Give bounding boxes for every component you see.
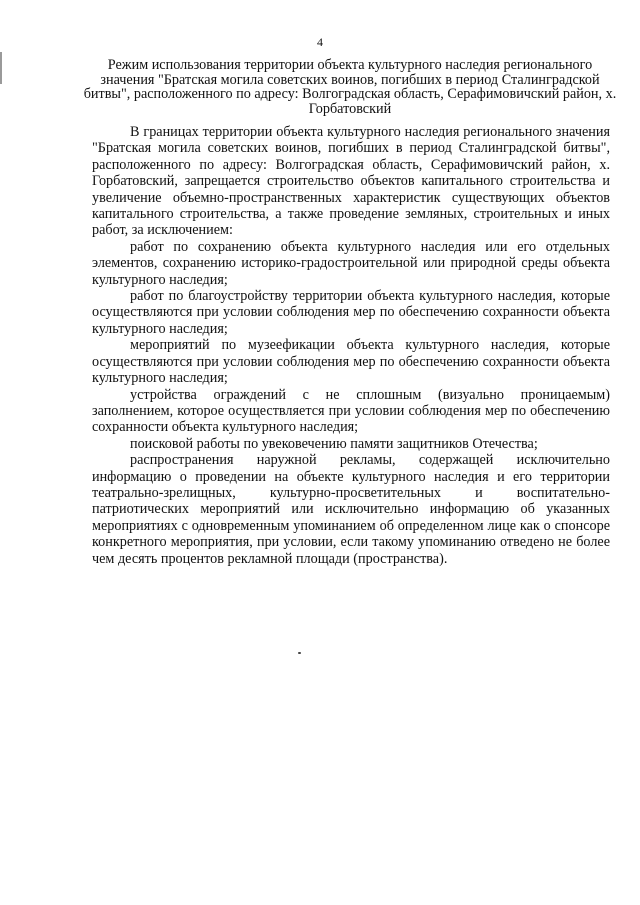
scan-margin-mark <box>0 52 2 84</box>
paragraph-search-work: поисковой работы по увековечению памяти защитников Отечества; <box>130 435 538 452</box>
paragraph-preservation-works: работ по сохранению объекта культурного наследия или его отдельных элементов, сохранению историко-градостроительной или природной среды объекта культурного наследия; <box>92 238 610 288</box>
document-body <box>92 124 610 567</box>
paragraph-outdoor-advertising: распространения наружной рекламы, содержащей исключительно информацию о проведении на объекте культурного наследия и его территории театрально-зрелищных, культурно-просветительных и воспитательно-патриотических мероприятий или исключительно информацию об указанных мероприятиях с одновременным упоминанием об определенном лице как о спонсоре конкретного мероприятия, при условии, если такому упоминанию отведено не более чем десять процентов рекламной площади (пространства). <box>92 452 610 567</box>
paragraph-intro: В границах территории объекта культурного наследия регионального значения "Братская могила советских воинов, погибших в период Сталинградской битвы", расположенного по адресу: Волгоградская область, Серафимовичский район, х. Горбатовский, запрещается строительство объектов капитального строительства и увеличение объемно-пространственных характеристик существующих объектов капитального строительства, а также проведение земляных, строительных и иных работ, за исключением: <box>92 124 610 239</box>
paragraph-museumification: мероприятий по музеефикации объекта культурного наследия, которые осуществляются при условии соблюдения мер по обеспечению сохранности объекта культурного наследия; <box>92 337 610 387</box>
scan-artifact <box>298 652 301 654</box>
paragraph-fencing: устройства ограждений с не сплошным (визуально проницаемым) заполнением, которое осуществляется при условии соблюдения мер по обеспечению сохранности объекта культурного наследия; <box>92 386 610 436</box>
page-number: 4 <box>317 35 323 49</box>
document-title: Режим использования территории объекта культурного наследия регионального значения "Братская могила советских воинов, погибших в период Сталинградской битвы", расположенного по адресу: Волгоградская область, Серафимовичский район, х. Горбатовский <box>83 57 617 117</box>
paragraph-landscaping-works: работ по благоустройству территории объекта культурного наследия, которые осуществляются при условии соблюдения мер по обеспечению сохранности объекта культурного наследия; <box>92 288 610 337</box>
